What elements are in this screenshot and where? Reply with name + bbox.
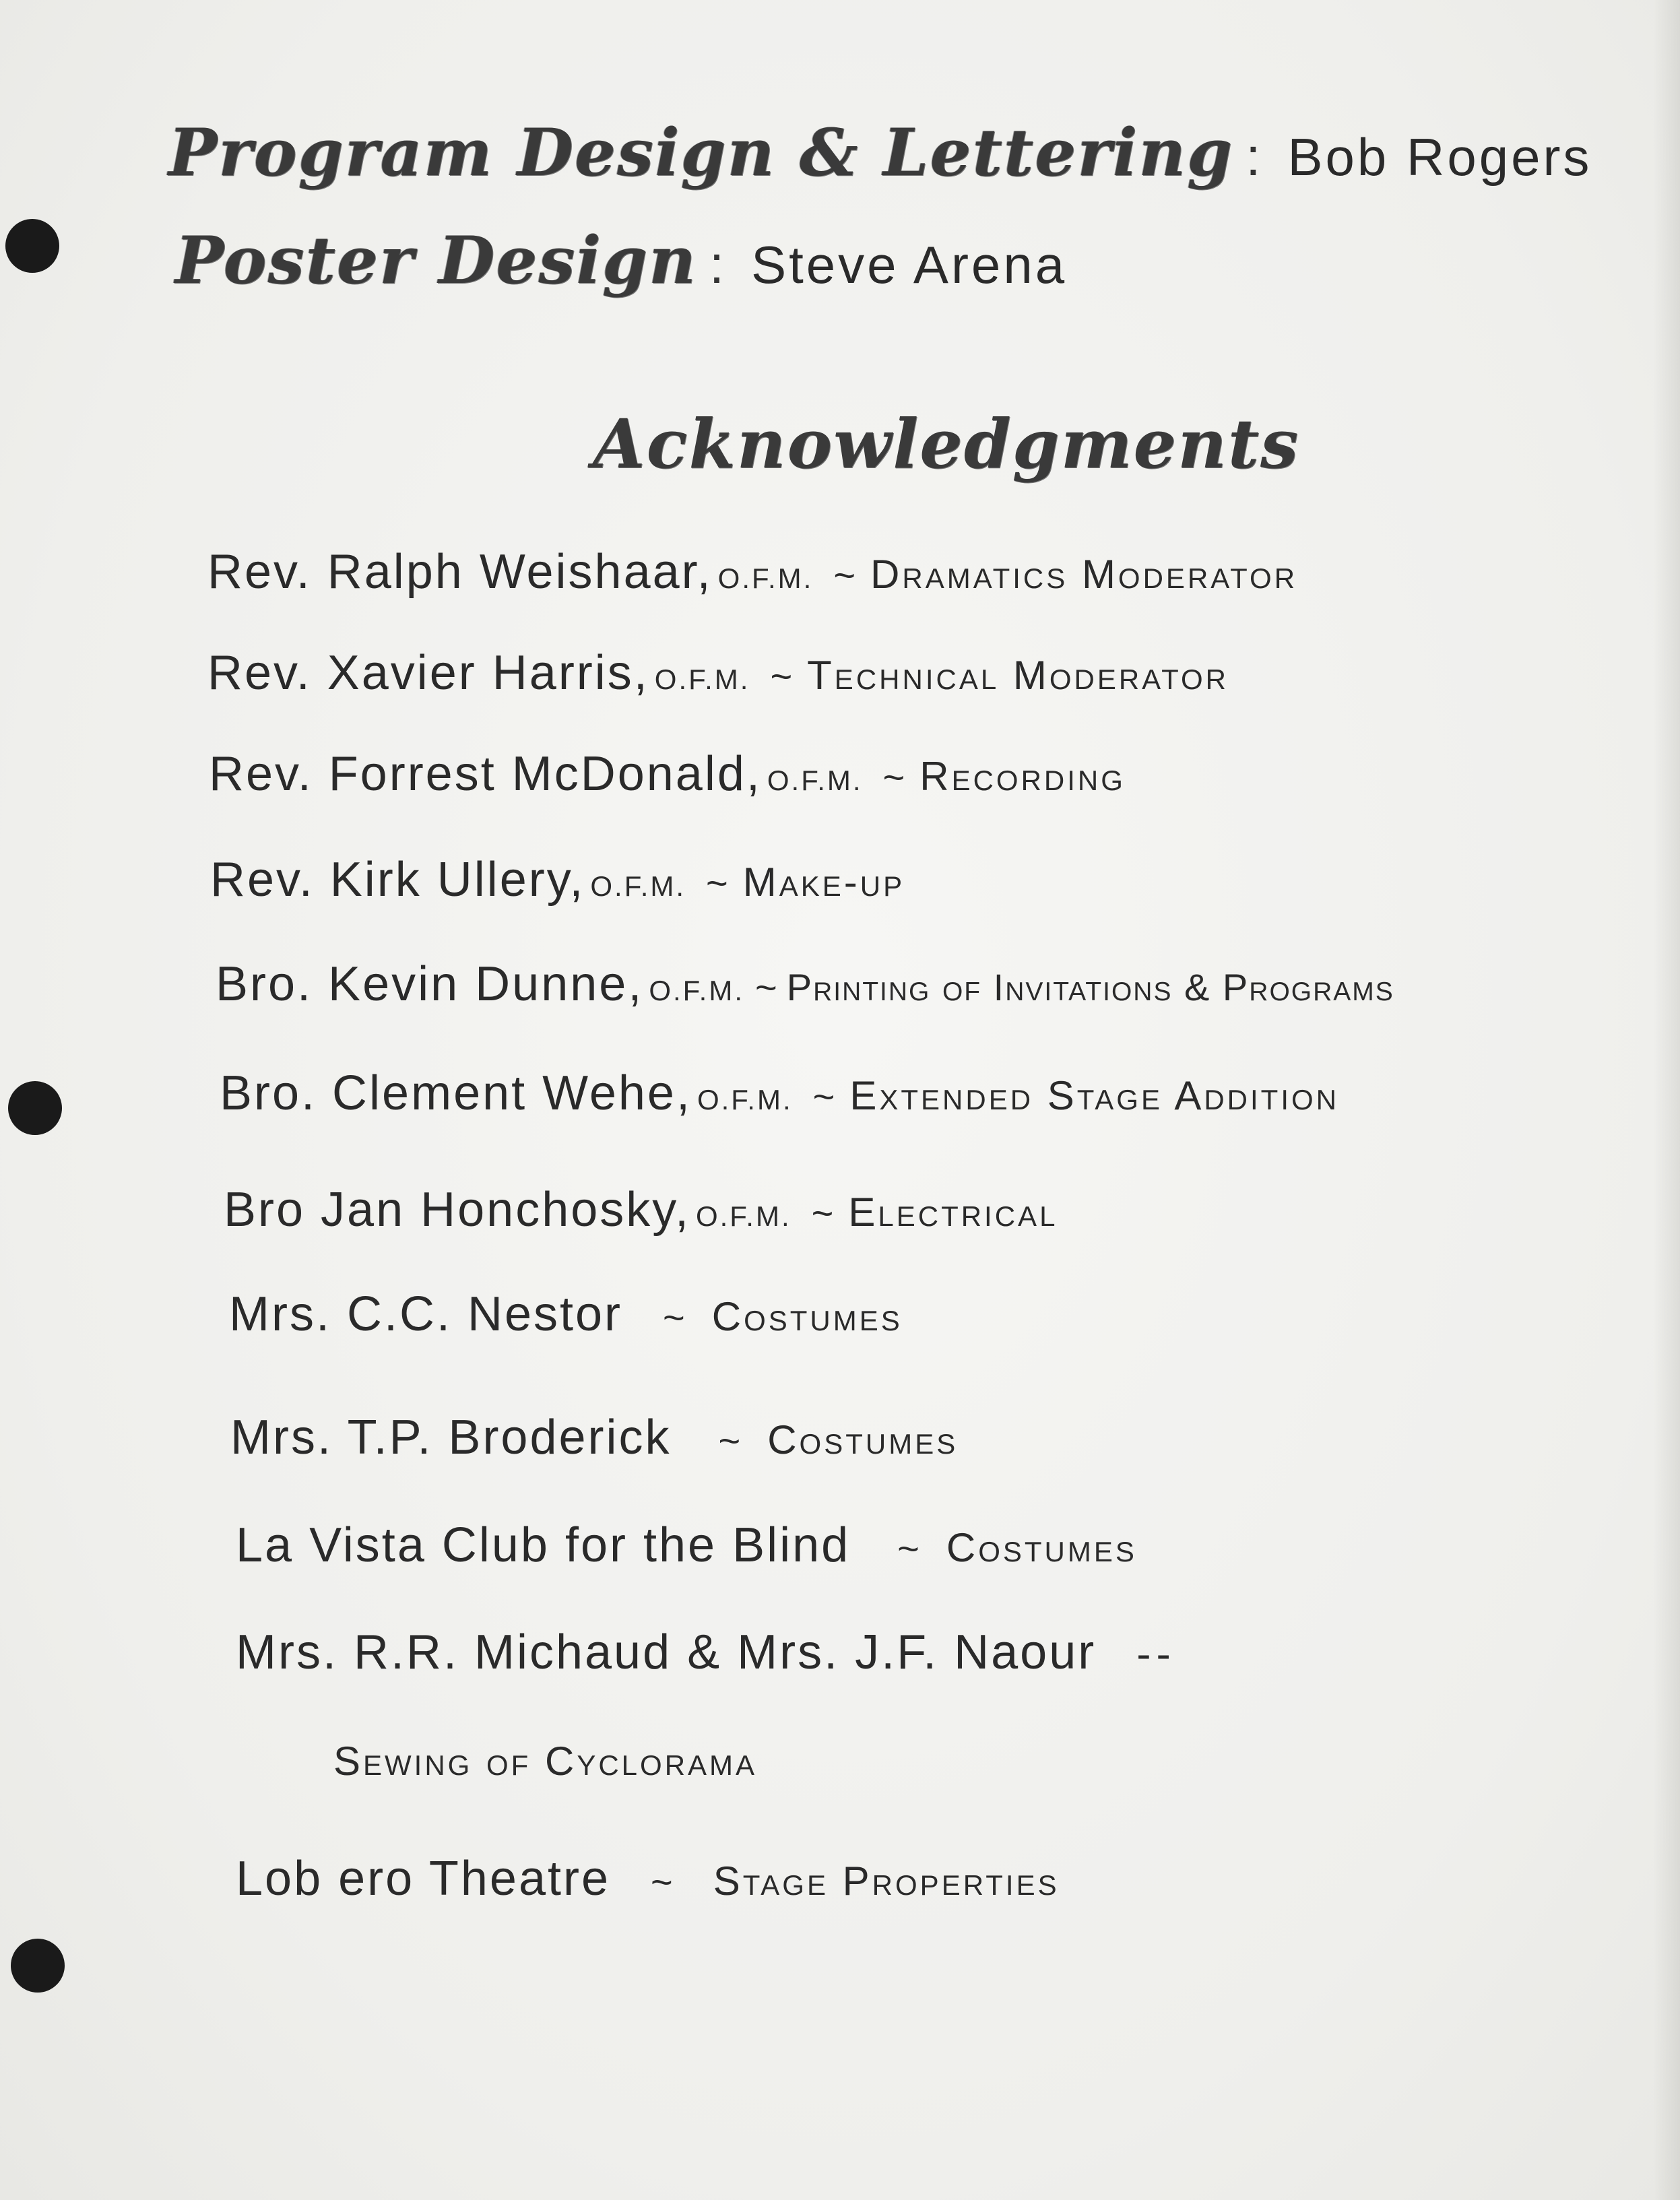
acknowledgment-item: [210, 852, 905, 907]
credit-role: Program Design & Lettering: [168, 115, 1234, 191]
credit-role: Poster Design: [175, 222, 697, 298]
credit-program-design: [168, 115, 1592, 191]
ack-person: Bro. Clement Wehe,: [220, 1066, 692, 1120]
ack-separator: ~: [755, 966, 777, 1008]
ack-person: Mrs. C.C. Nestor: [229, 1287, 623, 1341]
acknowledgment-item: [236, 1851, 1060, 1906]
credit-colon: :: [709, 234, 725, 294]
ack-separator: ~: [833, 554, 856, 596]
credit-colon: :: [1246, 127, 1261, 187]
ack-task: Sewing of Cyclorama: [333, 1739, 758, 1784]
ack-order-suffix: O.F.M.: [649, 975, 745, 1006]
ack-task: Recording: [919, 754, 1126, 799]
ack-person: Bro. Kevin Dunne,: [216, 957, 644, 1011]
acknowledgment-item: [236, 1625, 1176, 1680]
ack-task: Technical Moderator: [807, 653, 1229, 698]
ack-dashes: --: [1136, 1629, 1176, 1678]
ack-task: Dramatics Moderator: [870, 552, 1298, 597]
ack-person: Mrs. T.P. Broderick: [230, 1411, 672, 1464]
acknowledgments-heading: Acknowledgments: [593, 404, 1300, 484]
ack-order-suffix: O.F.M.: [654, 664, 750, 695]
ack-task: Costumes: [711, 1294, 903, 1339]
credit-poster-design: [175, 222, 1067, 298]
acknowledgment-item: [230, 1410, 958, 1465]
ack-order-suffix: O.F.M.: [767, 765, 863, 796]
ack-task: Costumes: [767, 1417, 959, 1462]
acknowledgment-item: [229, 1287, 903, 1342]
ack-person: La Vista Club for the Blind: [236, 1518, 851, 1572]
binder-hole-middle: [8, 1081, 62, 1135]
ack-separator: ~: [706, 862, 728, 904]
ack-separator: ~: [651, 1861, 673, 1903]
acknowledgment-item: [224, 1182, 1058, 1237]
ack-order-suffix: O.F.M.: [717, 562, 814, 594]
ack-order-suffix: O.F.M.: [697, 1084, 793, 1115]
ack-task: Printing of Invitations & Programs: [786, 966, 1394, 1008]
acknowledgment-item: [207, 544, 1297, 600]
ack-order-suffix: O.F.M.: [695, 1200, 791, 1232]
binder-hole-top: [5, 219, 59, 273]
ack-order-suffix: O.F.M.: [590, 870, 686, 902]
acknowledgment-item: [209, 746, 1126, 802]
ack-separator: ~: [882, 756, 905, 798]
ack-person: Lob ero Theatre: [236, 1852, 611, 1906]
ack-person: Rev. Forrest McDonald,: [209, 747, 762, 801]
ack-person: Bro Jan Honchosky,: [224, 1183, 690, 1237]
acknowledgment-item: [220, 1066, 1339, 1121]
acknowledgment-item: [333, 1738, 757, 1784]
acknowledgment-item: [207, 645, 1229, 701]
binder-hole-bottom: [11, 1939, 65, 1993]
ack-task: Stage Properties: [713, 1858, 1060, 1904]
ack-person: Mrs. R.R. Michaud & Mrs. J.F. Naour: [236, 1625, 1097, 1679]
ack-separator: ~: [897, 1527, 919, 1570]
ack-separator: ~: [812, 1075, 835, 1118]
ack-task: Extended Stage Addition: [849, 1073, 1339, 1118]
acknowledgment-item: [236, 1518, 1137, 1573]
credit-name: Steve Arena: [751, 235, 1068, 294]
ack-person: Rev. Xavier Harris,: [207, 646, 649, 700]
page-edge-shadow: [1653, 0, 1680, 2200]
ack-person: Rev. Ralph Weishaar,: [207, 545, 713, 599]
ack-separator: ~: [770, 655, 793, 697]
acknowledgment-item: [216, 957, 1394, 1012]
credit-name: Bob Rogers: [1287, 127, 1592, 187]
ack-task: Costumes: [946, 1525, 1137, 1570]
ack-task: Electrical: [848, 1190, 1058, 1235]
ack-task: Make-up: [742, 860, 905, 905]
ack-separator: ~: [718, 1419, 741, 1462]
ack-separator: ~: [811, 1192, 834, 1234]
ack-separator: ~: [663, 1296, 685, 1338]
ack-person: Rev. Kirk Ullery,: [210, 853, 585, 907]
